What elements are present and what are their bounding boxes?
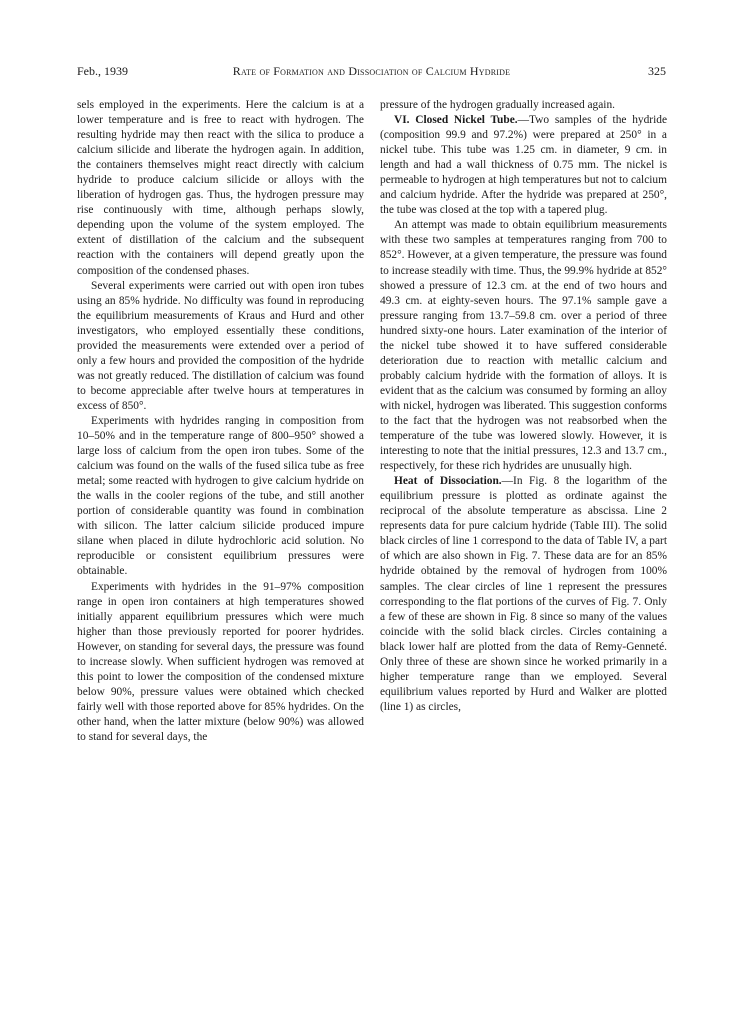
paragraph-body: —In Fig. 8 the logarithm of the equilibrium pressure is plotted as ordinate against the reciprocal of the absolute temperature as abscissa. Line 2 represents data for pure calcium hydride (Table III). The solid black circles of line 1 correspond to the data of Table IV, a part of which are also shown in Fig. 7. These data are for an 85% hydride obtained by the removal of hydrogen from 100% samples. The clear circles of line 1 represent the pressures corresponding to the flat portions of the curves of Fig. 7. Only a few of these are shown in Fig. 8 since so many of the values coincide with the solid black circles. Circles containing a black lower half are plotted from the data of Remy-Genneté. Only three of these are shown since he worked primarily in a higher temperature range than we employed. Several equilibrium values reported by Hurd and Walker are plotted (line 1) as circles,: [380, 475, 667, 713]
paragraph: Several experiments were carried out with open iron tubes using an 85% hydride. No difficulty was found in reproducing the equilibrium measurements of Kraus and Hurd and other investigators, who employed essentially these conditions, provided the measurements were extended over a period of only a few hours and provided the composition of the hydride was not greatly reduced. The distillation of calcium was found to become appreciable after twelve hours at temperatures in excess of 850°.: [77, 279, 364, 412]
header-date: Feb., 1939: [77, 64, 128, 78]
section-heading: VI. Closed Nickel Tube.: [394, 114, 518, 127]
paragraph: sels employed in the experiments. Here the calcium is at a lower temperature and is free to react with hydrogen. The resulting hydride may then react with the silica to produce a calcium silicide and liberate the hydrogen again. In addition, the containers themselves might react directly with calcium hydride to produce calcium silicide or alloys with the liberation of hydrogen gas. Thus, the hydrogen pressure may rise continuously with time, although perhaps slowly, depending upon the volume of the system employed. The extent of distillation of the calcium and the subsequent reaction with the containers will depend greatly upon the composition of the condensed phases.: [77, 99, 364, 277]
header-running-title: Rate of Formation and Dissociation of Calcium Hydride: [232, 64, 511, 78]
paragraph: [380, 474, 667, 715]
section-heading: Heat of Dissociation.: [394, 475, 502, 488]
paragraph-body: —Two samples of the hydride (composition 99.9 and 97.2%) were prepared at 250° in a nickel tube. This tube was 1.25 cm. in diameter, 9 cm. in length and had a wall thickness of 0.75 mm. The nickel is permeable to hydrogen at high temperatures but not to calcium and calcium hydride. After the hydride was prepared at 250°, the tube was closed at the top with a tapered plug.: [380, 114, 667, 217]
right-column: [380, 98, 667, 715]
left-column: [77, 98, 364, 745]
header-page-number: 325: [648, 64, 666, 78]
paragraph: [380, 113, 667, 218]
paragraph: pressure of the hydrogen gradually increased again.: [380, 99, 615, 111]
paragraph: Experiments with hydrides in the 91–97% composition range in open iron containers at high temperatures showed initially apparent equilibrium pressures which were much higher than those previously reported for poorer hydrides. However, on standing for several days, the pressure was found to increase slowly. When sufficient hydrogen was removed at this point to lower the composition of the condensed mixture below 90%, pressure values were obtained which checked fairly well with those reported above for 85% hydrides. On the other hand, when the latter mixture (below 90%) was allowed to stand for several days, the: [77, 580, 364, 743]
paragraph: Experiments with hydrides ranging in composition from 10–50% and in the temperature range of 800–950° showed a large loss of calcium from the open iron tubes. Some of the calcium was found on the walls of the fused silica tube as free metal; some reacted with hydrogen to give calcium hydride on the walls in the cooler regions of the tube, and still another portion of considerable quantity was found in combination with silicon. The latter calcium silicide produced impure silane when placed in dilute hydrochloric acid solution. No reproducible or consistent equilibrium pressures were obtainable.: [77, 414, 364, 578]
running-header: [77, 64, 666, 80]
paragraph: An attempt was made to obtain equilibrium measurements with these two samples at temperatures ranging from 700 to 852°. However, at a given temperature, the pressure was found to increase steadily with time. Thus, the 99.9% hydride at 852° showed a pressure of 12.3 cm. at the end of two hours and 49.3 cm. at eighty-seven hours. The 97.1% sample gave a pressure ranging from 13.7–59.8 cm. over a period of three hundred sixty-one hours. Later examination of the interior of the nickel tube showed it to have suffered considerable deterioration due to reaction with metallic calcium and probably calcium hydride with the formation of alloys. It is evident that as the calcium was consumed by forming an alloy with nickel, hydrogen was liberated. This suggestion conforms to the fact that the hydrogen was not reabsorbed when the temperature of the tube was lowered slowly. However, it is interesting to note that the initial pressures, 12.3 and 13.7 cm., respectively, for these rich hydrides are unusually high.: [380, 219, 667, 473]
